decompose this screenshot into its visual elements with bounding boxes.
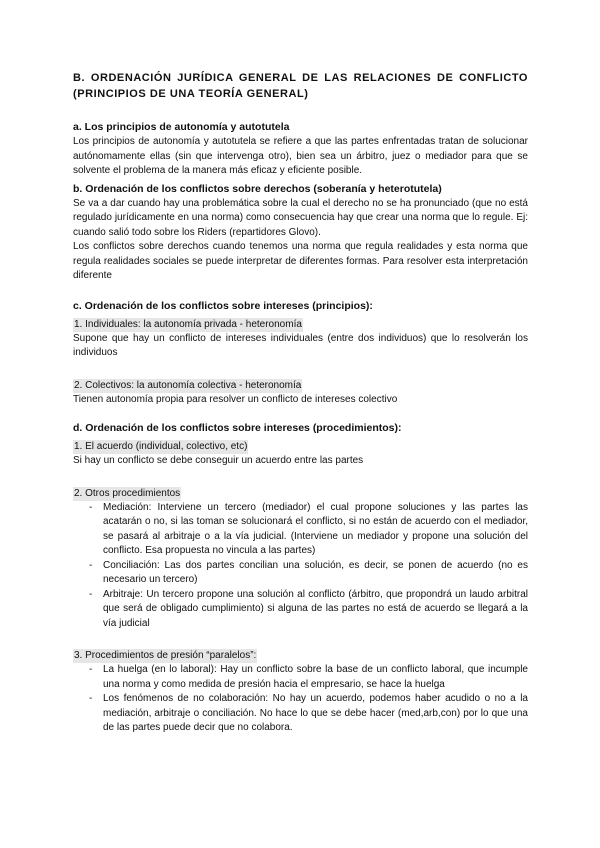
list-item-huelga: - La huelga (en lo laboral): Hay un conflicto sobre la base de un conflicto laboral, que incumple una norma y como medida de presión hacia el empresario, se hace la huelga [73, 663, 528, 692]
section-b-heading: b. Ordenación de los conflictos sobre derechos (soberanía y heterotutela) [73, 182, 442, 195]
section-b-paragraph-2: Los conflictos sobre derechos cuando tenemos una norma que regula realidades y esta norma que regula realidades sociales se puede interpretar de diferentes formas. Para resolver esta interpretación diferente [73, 241, 528, 281]
section-d-subheading-3: 3. Procedimientos de presión “paralelos”: [74, 650, 257, 661]
section-c-subheading-1: 1. Individuales: la autonomía privada - heteronomía [74, 318, 302, 330]
section-c-heading: c. Ordenación de los conflictos sobre intereses (principios): [73, 299, 373, 312]
section-c-paragraph-2: Tienen autonomía propia para resolver un conflicto de intereses colectivo [73, 393, 398, 405]
section-d-paragraph-1: Si hay un conflicto se debe conseguir un acuerdo entre las partes [73, 455, 364, 466]
list-item-conciliacion: - Conciliación: Las dos partes concilian una solución, es decir, se ponen de acuerdo (no es necesario un tercero) [73, 559, 528, 588]
other-procedures-list [73, 501, 528, 632]
pressure-procedures-list [73, 663, 528, 736]
list-item-no-colaboracion: - Los fenómenos de no colaboración: No hay un acuerdo, podemos haber acudido o no a la mediación, arbitraje o conciliación. No hace lo que se debe hacer (med,arb,con) por lo que una de las partes puede decir que no colabora. [73, 692, 528, 736]
section-a-paragraph: Los principios de autonomía y autotutela se refiere a que las partes enfrentadas tratan de solucionar autónomamente ellas (sin que intervenga otro), bien sea un árbitro, juez o mediador para que se solvente el problema de la manera más eficaz y eficiente posible. [73, 136, 528, 176]
section-d-subheading-1: 1. El acuerdo (individual, colectivo, etc) [74, 441, 248, 452]
list-item-mediacion: - Mediación: Interviene un tercero (mediador) el cual propone soluciones y las partes las acatarán o no, si las toman se solucionará el conflicto, si no están de acuerdo con el mediador, se pasará al arbitraje o a la vía judicial. (Interviene un mediador y propone una solución del conflicto. Esa propuesta no vincula a las partes) [73, 501, 528, 559]
list-item-arbitraje: - Arbitraje: Un tercero propone una solución al conflicto (árbitro, que propondrá un laudo arbitral que será de obligado cumplimiento) si alguna de las partes no está de acuerdo se llegará a la vía judicial [73, 588, 528, 632]
document-page [73, 70, 528, 736]
section-b-paragraph-1: Se va a dar cuando hay una problemática sobre la cual el derecho no se ha pronunciado (que no está regulado jurídicamente en una norma) como consecuencia hay que crear una norma que lo regule. Ej: cuando salió todo sobre los Riders (repartidores Glovo). [73, 197, 528, 238]
section-a-heading: a. Los principios de autonomía y autotutela [73, 121, 290, 133]
section-c-subheading-2: 2. Colectivos: la autonomía colectiva - heteronomía [74, 379, 302, 391]
document-title: B. ORDENACIÓN JURÍDICA GENERAL DE LAS RELACIONES DE CONFLICTO (PRINCIPIOS DE UNA TEORÍA GENERAL) [73, 72, 528, 100]
section-c-paragraph-1: Supone que hay un conflicto de intereses individuales (entre dos individuos) que lo resolverán los individuos [73, 332, 528, 358]
section-d-subheading-2: 2. Otros procedimientos [74, 487, 181, 499]
section-d-heading: d. Ordenación de los conflictos sobre intereses (procedimientos): [73, 422, 402, 434]
